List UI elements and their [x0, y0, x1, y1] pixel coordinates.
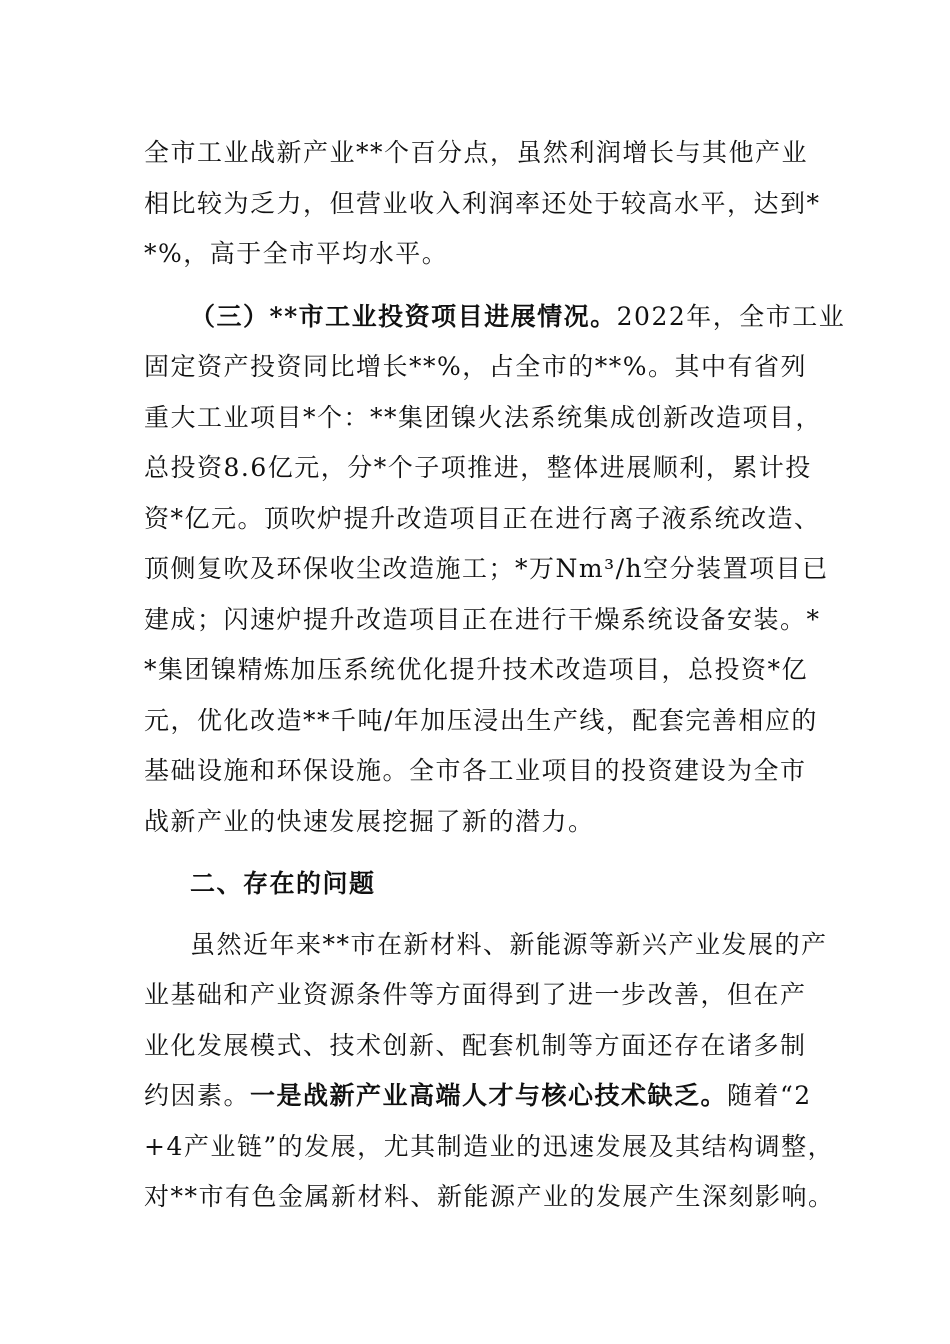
paragraph-line: 虽然近年来**市在新材料、新能源等新兴产业发展的产 — [190, 929, 828, 959]
paragraph-line: 资*亿元。顶吹炉提升改造项目正在进行离子液系统改造、 — [144, 503, 821, 533]
paragraph-line: *集团镍精炼加压系统优化提升技术改造项目，总投资*亿 — [144, 655, 809, 684]
section-three-first-line — [144, 292, 846, 343]
emphasis-text: 一是战新产业高端人才与核心技术缺乏。 — [250, 1081, 728, 1110]
paragraph-line: 全市工业战新产业**个百分点，虽然利润增长与其他产业 — [144, 138, 809, 167]
section-heading: 二、存在的问题 — [190, 869, 376, 898]
paragraph-line-mixed — [144, 1071, 814, 1122]
paragraph-line: 业化发展模式、技术创新、配套机制等方面还存在诸多制 — [144, 1030, 807, 1060]
paragraph-line: 固定资产投资同比增长**%，占全市的**%。其中有省列 — [144, 352, 808, 381]
paragraph-line: 相比较为乏力，但营业收入利润率还处于较高水平，达到* — [144, 188, 821, 218]
paragraph-line: 战新产业的快速发展挖掘了新的潜力。 — [144, 806, 595, 836]
paragraph-line: 元，优化改造**千吨/年加压浸出生产线，配套完善相应的 — [144, 705, 818, 735]
text-run: 随着“2 — [727, 1081, 812, 1110]
section-three-heading: （三）**市工业投资项目进展情况。 — [190, 301, 617, 331]
paragraph-line: 重大工业项目*个：**集团镍火法系统集成创新改造项目， — [144, 402, 823, 432]
section-three-text: 2022年，全市工业 — [616, 301, 846, 331]
text-run: 约因素。 — [144, 1081, 251, 1110]
paragraph-line: 顶侧复吹及环保收尘改造施工；*万Nm³/h空分装置项目已 — [144, 554, 829, 583]
paragraph-line: *%，高于全市平均水平。 — [144, 239, 449, 268]
paragraph-line: +4产业链”的发展，尤其制造业的迅速发展及其结构调整， — [144, 1131, 835, 1161]
paragraph-line: 总投资8.6亿元，分*个子项推进，整体进展顺利，累计投 — [144, 453, 812, 482]
paragraph-line: 业基础和产业资源条件等方面得到了进一步改善，但在产 — [144, 980, 807, 1009]
paragraph-line: 基础设施和环保设施。全市各工业项目的投资建设为全市 — [144, 756, 807, 785]
paragraph-line: 对**市有色金属新材料、新能源产业的发展产生深刻影响。 — [144, 1182, 835, 1211]
paragraph-line: 建成；闪速炉提升改造项目正在进行干燥系统设备安装。* — [144, 604, 821, 634]
document-page — [144, 128, 846, 1223]
